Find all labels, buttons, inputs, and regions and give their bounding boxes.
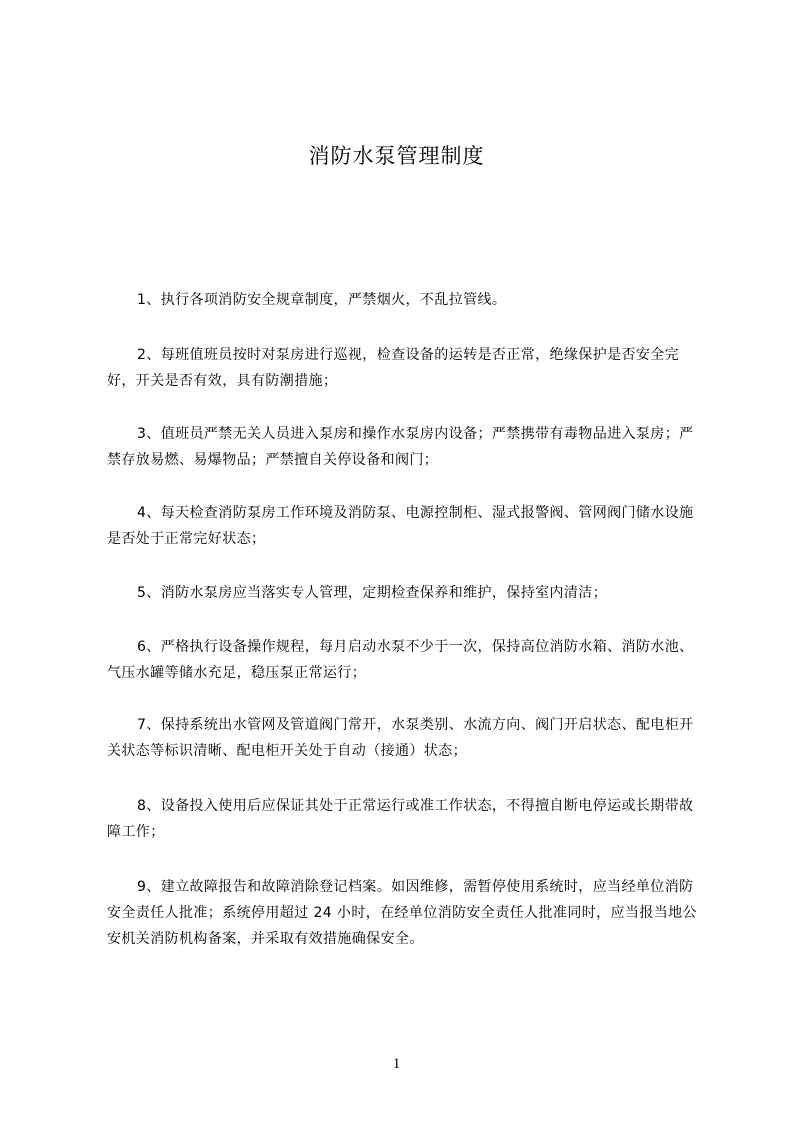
page-number: 1 <box>392 1056 401 1072</box>
paragraph-1: 1、执行各项消防安全规章制度，严禁烟火，不乱拉管线。 <box>137 292 507 308</box>
paragraph-5: 5、消防水泵房应当落实专人管理，定期检查保养和维护，保持室内清洁； <box>137 585 608 601</box>
paragraph-3: 3、值班员严禁无关人员进入泵房和操作水泵房内设备；严禁携带有毒物品进入泵房；严禁存放易燃、易爆物品；严禁擅自关停设备和阀门； <box>107 426 694 468</box>
paragraph-4: 4、每天检查消防泵房工作环境及消防泵、电源控制柜、湿式报警阀、管网阀门储水设施是否处于正常完好状态； <box>107 505 694 547</box>
paragraph-7: 7、保持系统出水管网及管道阀门常开，水泵类别、水流方向、阀门开启状态、配电柜开关状态等标识清晰、配电柜开关处于自动（接通）状态； <box>107 717 694 759</box>
paragraph-2: 2、每班值班员按时对泵房进行巡视，检查设备的运转是否正常，绝缘保护是否安全完好，开关是否有效，具有防潮措施； <box>107 347 680 389</box>
document-title: 消防水泵管理制度 <box>308 144 485 168</box>
paragraph-8: 8、设备投入使用后应保证其处于正常运行或准工作状态，不得擅自断电停运或长期带故障工作； <box>107 798 694 840</box>
paragraph-6: 6、严格执行设备操作规程，每月启动水泵不少于一次，保持高位消防水箱、消防水池、气压水罐等储水充足，稳压泵正常运行； <box>107 639 694 681</box>
paragraph-9: 9、建立故障报告和故障消除登记档案。如因维修，需暂停使用系统时，应当经单位消防安全责任人批准；系统停用超过 24 小时，在经单位消防安全责任人批准同时，应当报当地公安机关消防机构备案，并采取有效措施确保安全。 <box>107 879 697 947</box>
